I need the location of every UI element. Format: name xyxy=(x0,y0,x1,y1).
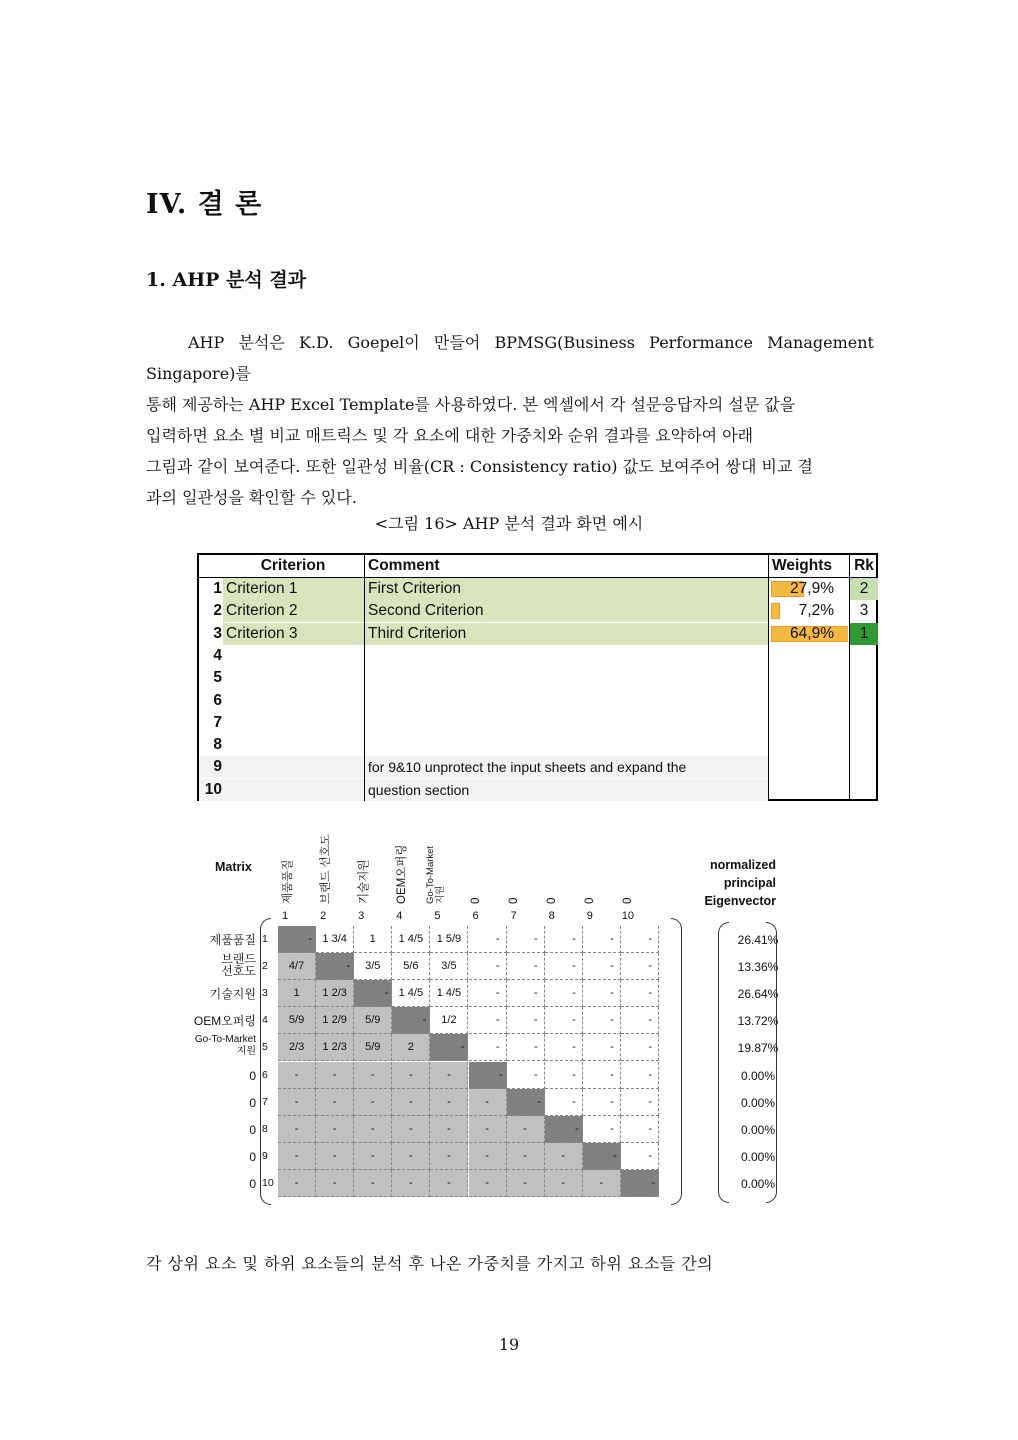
matrix-cell: - xyxy=(469,1089,507,1116)
figure-caption: <그림 16> AHP 분석 결과 화면 예시 xyxy=(374,514,644,533)
matrix-cell: 3/5 xyxy=(430,953,468,980)
matrix-cell: - xyxy=(430,1143,468,1170)
matrix-cell: - xyxy=(316,1116,354,1143)
eigenvector-value: 0.00% xyxy=(740,1068,776,1083)
matrix-cell: - xyxy=(545,1170,583,1197)
weight-value: 27,9% xyxy=(790,580,834,597)
matrix-row-number: 3 xyxy=(262,987,268,1000)
matrix-cell: 1 xyxy=(354,926,392,953)
weight-cell xyxy=(769,578,848,600)
row-number: 10 xyxy=(204,780,222,798)
eigen-title-line: Eigenvector xyxy=(704,894,776,908)
matrix-row-label: Go-To-Market 지원 xyxy=(194,1034,256,1058)
matrix-cell: 5/9 xyxy=(354,1034,392,1061)
matrix-cell: - xyxy=(507,1034,545,1061)
matrix-column-label: OEM오퍼링 xyxy=(396,844,409,904)
matrix-cell: - xyxy=(430,1170,468,1197)
matrix-cell: - xyxy=(316,1089,354,1116)
weight-cell xyxy=(769,667,848,689)
criterion-comment xyxy=(365,667,770,689)
page-number: 19 xyxy=(498,1335,520,1354)
matrix-row-number: 4 xyxy=(262,1014,268,1027)
eigenvector-value: 13.72% xyxy=(737,1014,779,1029)
matrix-column-number: 10 xyxy=(621,910,635,922)
matrix-cell: 1 2/9 xyxy=(316,1007,354,1034)
matrix-column-number: 1 xyxy=(281,910,289,922)
matrix-row-label: 0 xyxy=(249,1122,256,1137)
weight-value: 7,2% xyxy=(798,602,834,620)
matrix-column-number: 3 xyxy=(358,910,365,922)
paragraph-line: 통해 제공하는 AHP Excel Template를 사용하였다. 본 엑셀에서 각 설문응답자의 설문 값을 xyxy=(146,395,796,414)
header-comment: Comment xyxy=(368,557,440,574)
rank-value xyxy=(850,734,878,756)
matrix-cell: 1 3/4 xyxy=(316,926,354,953)
matrix-cell: 5/6 xyxy=(392,953,430,980)
matrix-cell: - xyxy=(621,980,659,1007)
rank-value xyxy=(850,779,878,801)
matrix-column-number: 6 xyxy=(472,910,479,922)
matrix-cell: 3/5 xyxy=(354,953,392,980)
matrix-cell: - xyxy=(278,1062,316,1089)
matrix-cell: - xyxy=(507,1007,545,1034)
matrix-row-label: 0 xyxy=(249,1176,256,1191)
criterion-comment: question section xyxy=(368,781,470,798)
matrix-cell: - xyxy=(278,1143,316,1170)
matrix-cell: - xyxy=(583,1116,621,1143)
row-number: 4 xyxy=(213,646,222,664)
matrix-cell: - xyxy=(430,1116,468,1143)
matrix-column-number: 2 xyxy=(320,910,327,922)
matrix-diagonal-cell: - xyxy=(507,1089,545,1116)
matrix-cell: - xyxy=(583,1089,621,1116)
row-number: 2 xyxy=(213,602,222,620)
matrix-cell: 1 2/3 xyxy=(316,980,354,1007)
matrix-row-label: 브랜드 선호도 xyxy=(221,952,256,979)
paragraph-line: 그림과 같이 보여준다. 또한 일관성 비율(CR : Consistency ratio) 값도 보여주어 쌍대 비교 결 xyxy=(146,457,813,476)
matrix-cell: 5/9 xyxy=(354,1007,392,1034)
matrix-cell: - xyxy=(545,1143,583,1170)
criteria-row xyxy=(199,578,876,600)
matrix-cell: - xyxy=(469,1116,507,1143)
matrix-cell: - xyxy=(507,1116,545,1143)
eigen-title-line: normalized xyxy=(710,858,776,872)
matrix-cell: 2/3 xyxy=(278,1034,316,1061)
matrix-column-label: 제품품질 xyxy=(282,859,295,904)
header-rank: Rk xyxy=(854,557,874,574)
matrix-cell: - xyxy=(392,1062,430,1089)
criterion-comment xyxy=(365,690,770,712)
matrix-diagonal-cell: - xyxy=(392,1007,430,1034)
weight-cell xyxy=(769,779,848,801)
matrix-cell: - xyxy=(583,953,621,980)
criterion-comment xyxy=(365,645,770,667)
criterion-name: Criterion 3 xyxy=(226,624,298,642)
matrix-diagonal-cell: - xyxy=(545,1116,583,1143)
header-criterion: Criterion xyxy=(260,557,326,574)
matrix-cell: - xyxy=(621,1034,659,1061)
header-weights: Weights xyxy=(772,557,832,574)
paragraph-line: AHP 분석은 K.D. Goepel이 만들어 BPMSG(Business Performance Management Singapore)를 xyxy=(146,333,874,383)
criterion-comment: Third Criterion xyxy=(368,624,467,642)
body-paragraph xyxy=(146,327,874,513)
matrix-cell: - xyxy=(469,1143,507,1170)
matrix-cell: - xyxy=(583,1007,621,1034)
matrix-row-number: 9 xyxy=(262,1149,268,1162)
criteria-row xyxy=(199,712,876,734)
matrix-cell: 1 2/3 xyxy=(316,1034,354,1061)
criterion-comment xyxy=(365,712,770,734)
matrix-column-number: 5 xyxy=(434,910,441,922)
matrix-cell: - xyxy=(278,1116,316,1143)
criterion-name xyxy=(223,645,366,667)
row-number: 1 xyxy=(213,580,222,597)
criterion-comment xyxy=(365,734,770,756)
matrix-cell: - xyxy=(507,953,545,980)
criteria-row xyxy=(199,600,876,622)
eigenvector-value: 26.64% xyxy=(737,987,779,1002)
criteria-row xyxy=(199,667,876,689)
row-number: 3 xyxy=(213,624,222,642)
matrix-cell: - xyxy=(316,1062,354,1089)
criteria-row xyxy=(199,756,876,778)
matrix-cell: - xyxy=(507,980,545,1007)
matrix-cell: - xyxy=(354,1062,392,1089)
weight-cell xyxy=(769,623,848,645)
matrix-cell: 1 4/5 xyxy=(392,926,430,953)
matrix-cell: 2 xyxy=(392,1034,430,1061)
matrix-row-label: OEM오퍼링 xyxy=(193,1014,256,1029)
matrix-diagonal-cell: - xyxy=(278,926,316,953)
weight-cell xyxy=(769,645,848,667)
row-number: 8 xyxy=(213,736,222,754)
criterion-name xyxy=(223,712,366,734)
matrix-row-label: 0 xyxy=(249,1068,256,1083)
criteria-header-row xyxy=(199,555,876,577)
matrix-cell: - xyxy=(392,1116,430,1143)
matrix-column-label: 0 xyxy=(583,897,596,904)
matrix-column-number: 9 xyxy=(586,910,593,922)
matrix-row-number: 8 xyxy=(262,1122,268,1135)
matrix-column-label: 0 xyxy=(469,897,482,904)
eigenvector-value: 19.87% xyxy=(737,1041,779,1056)
matrix-row-label: 0 xyxy=(249,1149,256,1164)
matrix-title: Matrix xyxy=(215,860,252,874)
matrix-cell: 1 4/5 xyxy=(392,980,430,1007)
matrix-column-number: 4 xyxy=(396,910,403,922)
weight-cell xyxy=(769,712,848,734)
criterion-name: Criterion 2 xyxy=(226,602,298,620)
matrix-cell: - xyxy=(392,1170,430,1197)
matrix-cell: - xyxy=(621,1007,659,1034)
matrix-row-number: 10 xyxy=(262,1176,274,1189)
criterion-comment: for 9&10 unprotect the input sheets and expand the xyxy=(368,759,687,776)
section-title: 1. AHP 분석 결과 xyxy=(146,269,307,291)
matrix-cell: 5/9 xyxy=(278,1007,316,1034)
eigenvector-right-bracket xyxy=(766,922,777,1203)
matrix-cell: - xyxy=(545,1062,583,1089)
matrix-cell: - xyxy=(392,1143,430,1170)
matrix-cell: 1 5/9 xyxy=(430,926,468,953)
matrix-cell: 4/7 xyxy=(278,953,316,980)
rank-value xyxy=(850,712,878,734)
rank-value: 2 xyxy=(850,578,878,600)
matrix-column-label: Go-To-Market 지원 xyxy=(425,845,447,904)
matrix-column-number: 7 xyxy=(510,910,517,922)
eigenvector-left-bracket xyxy=(718,922,729,1203)
rank-value: 1 xyxy=(850,623,878,645)
weight-cell xyxy=(769,756,848,778)
criterion-name xyxy=(223,756,366,778)
matrix-cell: - xyxy=(507,1143,545,1170)
matrix-column-label: 0 xyxy=(545,897,558,904)
row-number: 6 xyxy=(213,691,222,709)
criterion-comment: First Criterion xyxy=(368,580,462,597)
matrix-cell: 1/2 xyxy=(430,1007,468,1034)
criterion-name xyxy=(223,779,366,801)
bottom-paragraph: 각 상위 요소 및 하위 요소들의 분석 후 나온 가중치를 가지고 하위 요소들 간의 xyxy=(146,1254,714,1273)
matrix-row-number: 5 xyxy=(262,1041,268,1054)
matrix-column-number: 8 xyxy=(548,910,555,922)
eigenvector-value: 0.00% xyxy=(740,1176,776,1191)
matrix-cell: - xyxy=(507,1170,545,1197)
matrix-cell: - xyxy=(545,980,583,1007)
rank-value xyxy=(850,667,878,689)
criteria-row xyxy=(199,623,876,645)
matrix-cell: 1 xyxy=(278,980,316,1007)
criterion-name xyxy=(223,690,366,712)
matrix-cell: - xyxy=(392,1089,430,1116)
eigenvector-value: 0.00% xyxy=(740,1095,776,1110)
weight-cell xyxy=(769,690,848,712)
matrix-column-label: 브랜드 선호도 xyxy=(320,834,333,904)
matrix-row-number: 6 xyxy=(262,1068,268,1081)
rank-value: 3 xyxy=(859,602,869,620)
criteria-row xyxy=(199,645,876,667)
matrix-diagonal-cell: - xyxy=(583,1143,621,1170)
matrix-cell: - xyxy=(621,1089,659,1116)
criterion-name xyxy=(223,734,366,756)
matrix-cell: - xyxy=(621,1116,659,1143)
criteria-row xyxy=(199,779,876,801)
rank-value xyxy=(850,690,878,712)
eigenvector-value: 26.41% xyxy=(737,933,779,947)
matrix-cell: - xyxy=(316,1170,354,1197)
matrix-cell: - xyxy=(354,1143,392,1170)
chapter-title: IV. 결 론 xyxy=(146,189,263,220)
weight-bar xyxy=(771,603,780,619)
criterion-name: Criterion 1 xyxy=(226,580,298,597)
matrix-cell: - xyxy=(621,926,659,953)
matrix-cell: - xyxy=(621,1143,659,1170)
matrix-cell: - xyxy=(469,1034,507,1061)
matrix-cell: - xyxy=(545,1034,583,1061)
matrix-cell: - xyxy=(354,1116,392,1143)
eigenvector-value: 13.36% xyxy=(737,960,779,975)
matrix-row-number: 7 xyxy=(262,1095,268,1108)
row-number: 7 xyxy=(213,713,222,731)
matrix-row-label: 기술지원 xyxy=(209,987,256,1002)
rank-value xyxy=(850,645,878,667)
matrix-cell: - xyxy=(278,1089,316,1116)
matrix-cell: - xyxy=(469,980,507,1007)
matrix-cell: - xyxy=(278,1170,316,1197)
matrix-cell: - xyxy=(583,1034,621,1061)
matrix-column-label: 0 xyxy=(621,897,634,904)
matrix-cell: - xyxy=(545,953,583,980)
matrix-row-number: 2 xyxy=(262,960,268,973)
matrix-cell: - xyxy=(545,1089,583,1116)
matrix-diagonal-cell: - xyxy=(621,1170,659,1197)
row-number: 9 xyxy=(213,758,222,776)
matrix-diagonal-cell: - xyxy=(354,980,392,1007)
criteria-row xyxy=(199,734,876,756)
matrix-column-label: 기술지원 xyxy=(358,859,371,904)
matrix-cell: - xyxy=(469,1007,507,1034)
eigenvector-title xyxy=(680,856,776,910)
matrix-right-bracket xyxy=(671,918,682,1205)
weight-value: 64,9% xyxy=(790,624,834,642)
matrix-cell: - xyxy=(583,1062,621,1089)
eigenvector-value: 0.00% xyxy=(740,1122,776,1137)
criteria-row xyxy=(199,690,876,712)
weight-cell xyxy=(769,600,848,622)
matrix-row-label: 0 xyxy=(249,1095,256,1110)
matrix-cell: - xyxy=(583,980,621,1007)
paragraph-line: 입력하면 요소 별 비교 매트릭스 및 각 요소에 대한 가중치와 순위 결과를 요약하여 아래 xyxy=(146,426,754,445)
criterion-comment: Second Criterion xyxy=(368,602,484,620)
matrix-cell: - xyxy=(469,1170,507,1197)
matrix-cell: - xyxy=(621,953,659,980)
matrix-cell: - xyxy=(583,926,621,953)
eigenvector-value: 0.00% xyxy=(740,1149,776,1164)
weight-cell xyxy=(769,734,848,756)
matrix-diagonal-cell: - xyxy=(430,1034,468,1061)
matrix-cell: - xyxy=(354,1170,392,1197)
matrix-column-label: 0 xyxy=(507,897,520,904)
eigen-title-line: principal xyxy=(723,876,776,890)
matrix-cell: - xyxy=(621,1062,659,1089)
matrix-cell: - xyxy=(507,926,545,953)
row-number: 5 xyxy=(213,669,222,687)
matrix-cell: - xyxy=(430,1089,468,1116)
rank-value xyxy=(850,756,878,778)
criterion-name xyxy=(223,667,366,689)
matrix-cell: 1 4/5 xyxy=(430,980,468,1007)
paragraph-line: 과의 일관성을 확인할 수 있다. xyxy=(146,488,357,507)
matrix-cell: - xyxy=(469,926,507,953)
comparison-matrix xyxy=(180,822,800,1202)
matrix-row-number: 1 xyxy=(262,933,268,945)
matrix-cell: - xyxy=(354,1089,392,1116)
matrix-cell: - xyxy=(545,1007,583,1034)
matrix-diagonal-cell: - xyxy=(469,1062,507,1089)
matrix-cell: - xyxy=(469,953,507,980)
criteria-table xyxy=(197,553,878,801)
matrix-cell: - xyxy=(430,1062,468,1089)
matrix-row-label: 제품품질 xyxy=(209,933,256,947)
matrix-cell: - xyxy=(316,1143,354,1170)
matrix-cell: - xyxy=(545,926,583,953)
matrix-cell: - xyxy=(583,1170,621,1197)
matrix-diagonal-cell: - xyxy=(316,953,354,980)
matrix-cell: - xyxy=(507,1062,545,1089)
